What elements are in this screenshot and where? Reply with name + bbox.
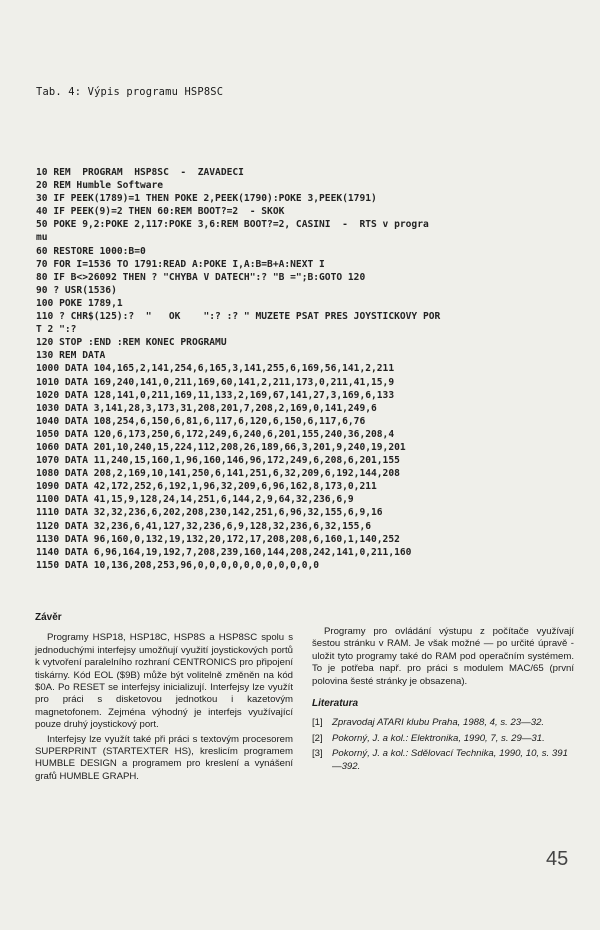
- literature-heading: Literatura: [312, 698, 359, 710]
- listing-line: 70 FOR I=1536 TO 1791:READ A:POKE I,A:B=B+A:NEXT I: [36, 258, 325, 270]
- listing-line: 1100 DATA 41,15,9,128,24,14,251,6,144,2,9,64,32,236,6,9: [36, 494, 354, 506]
- conclusion-paragraph: Interfejsy lze využít také při práci s textovým procesorem SUPERPRINT (STARTEXTER HS), kreslicím programem HUMBLE DESIGN a programem pro kreslení a vynášení grafů HUMBLE GRAPH.: [35, 733, 293, 782]
- table-title: Tab. 4: Výpis programu HSP8SC: [36, 86, 224, 98]
- listing-line: mu: [36, 232, 48, 244]
- listing-line: 1060 DATA 201,10,240,15,224,112,208,26,189,66,3,201,9,240,19,201: [36, 441, 406, 453]
- listing-line: 60 RESTORE 1000:B=0: [36, 245, 146, 257]
- listing-line: 1120 DATA 32,236,6,41,127,32,236,6,9,128,32,236,6,32,155,6: [36, 520, 372, 532]
- reference-item: [312, 717, 574, 729]
- listing-line: 1140 DATA 6,96,164,19,192,7,208,239,160,144,208,242,141,0,211,160: [36, 546, 412, 558]
- conclusion-heading: Závěr: [35, 612, 62, 623]
- listing-line: 120 STOP :END :REM KONEC PROGRAMU: [36, 337, 227, 349]
- listing-line: 80 IF B<>26092 THEN ? "CHYBA V DATECH":? "B =";B:GOTO 120: [36, 271, 366, 283]
- listing-line: 1030 DATA 3,141,28,3,173,31,208,201,7,208,2,169,0,141,249,6: [36, 402, 377, 414]
- listing-line: 40 IF PEEK(9)=2 THEN 60:REM BOOT?=2 - SKOK: [36, 206, 285, 218]
- reference-text: Zpravodaj ATARI klubu Praha, 1988, 4, s. 23—32.: [332, 717, 545, 729]
- listing-line: 20 REM Humble Software: [36, 180, 164, 192]
- conclusion-paragraph: Programy HSP18, HSP18C, HSP8S a HSP8SC spolu s jednoduchými interfejsy umožňují využití joystickových portů k vytvoření paralelního rozhraní CENTRONICS pro připojení tiskárny. Kód EOL ($9B) může být volitelně změněn na kód $0A. Po RESET se interfejsy inicializují. Interfejsy lze využít pro práci s disketovou jednotkou i kazetovým magnetofonem. Zejména výhodný je interfejs využívající pouze druhý joystickový port.: [35, 632, 293, 731]
- listing-line: 1010 DATA 169,240,141,0,211,169,60,141,2,211,173,0,211,41,15,9: [36, 376, 395, 388]
- listing-line: 1090 DATA 42,172,252,6,192,1,96,32,209,6,96,162,8,173,0,211: [36, 481, 377, 493]
- listing-line: 130 REM DATA: [36, 350, 106, 362]
- listing-line: 1050 DATA 120,6,173,250,6,172,249,6,240,6,201,155,240,36,208,4: [36, 428, 395, 440]
- listing-line: 110 ? CHR$(125):? " OK ":? :? " MUZETE PSAT PRES JOYSTICKOVY POR: [36, 311, 441, 323]
- conclusion-right-column: [312, 626, 574, 776]
- listing-line: 90 ? USR(1536): [36, 284, 117, 296]
- listing-line: 1150 DATA 10,136,208,253,96,0,0,0,0,0,0,0,0,0,0,0: [36, 559, 320, 571]
- listing-line: 1070 DATA 11,240,15,160,1,96,160,146,96,172,249,6,208,6,201,155: [36, 455, 400, 467]
- listing-line: 50 POKE 9,2:POKE 2,117:POKE 3,6:REM BOOT?=2, CASINI - RTS v progra: [36, 219, 429, 231]
- conclusion-left-column: [35, 612, 293, 785]
- listing-line: 1040 DATA 108,254,6,150,6,81,6,117,6,120,6,150,6,117,6,76: [36, 415, 366, 427]
- conclusion-paragraph-right: Programy pro ovládání výstupu z počítače využívají šestou stránku v RAM. Je však možné — po určité úpravě - uložit tyto programy také do RAM pod operačním systémem. To je potřeba např. pro práci s modulem MAC/65 (první polovina šesté stránky je obsazena).: [312, 626, 574, 687]
- listing-line: T 2 ":?: [36, 324, 77, 336]
- listing-line: 10 REM PROGRAM HSP8SC - ZAVADECI: [36, 167, 244, 178]
- listing-line: 1130 DATA 96,160,0,132,19,132,20,172,17,208,208,6,160,1,140,252: [36, 533, 400, 545]
- listing-line: 1110 DATA 32,32,236,6,202,208,230,142,251,6,96,32,155,6,9,16: [36, 507, 383, 519]
- listing-line: 1000 DATA 104,165,2,141,254,6,165,3,141,255,6,169,56,141,2,211: [36, 363, 395, 375]
- reference-text: Pokorný, J. a kol.: Sdělovací Technika, 1990, 10, s. 391—392.: [332, 748, 568, 772]
- page-number: 45: [546, 848, 569, 870]
- listing-line: 1080 DATA 208,2,169,10,141,250,6,141,251,6,32,209,6,192,144,208: [36, 468, 400, 480]
- listing-line: 30 IF PEEK(1789)=1 THEN POKE 2,PEEK(1790):POKE 3,PEEK(1791): [36, 193, 377, 205]
- listing-line: 1020 DATA 128,141,0,211,169,11,133,2,169,67,141,27,3,169,6,133: [36, 389, 395, 401]
- basic-listing: [36, 166, 576, 572]
- reference-text: Pokorný, J. a kol.: Elektronika, 1990, 7, s. 29—31.: [332, 732, 545, 744]
- reference-item: [312, 748, 574, 773]
- reference-item: [312, 733, 574, 745]
- listing-line: 100 POKE 1789,1: [36, 297, 123, 309]
- reference-number: [3]: [312, 748, 323, 760]
- reference-number: [2]: [312, 732, 323, 744]
- reference-number: [1]: [312, 717, 323, 729]
